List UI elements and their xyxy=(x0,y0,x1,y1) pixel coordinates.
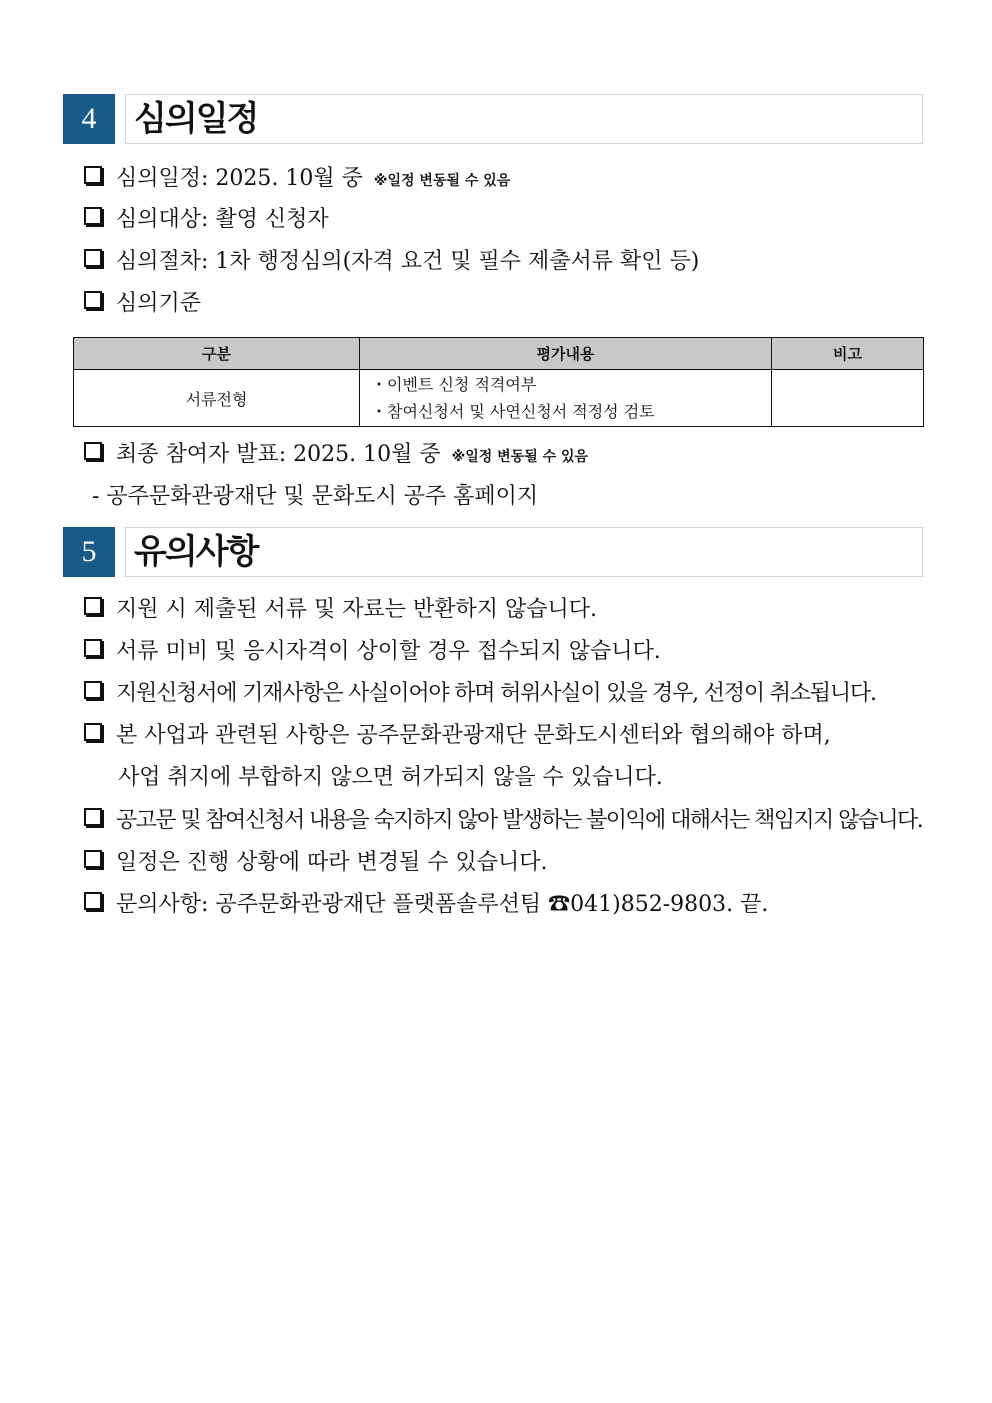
list-item-criteria xyxy=(84,289,201,319)
section-4-title: 심의일정 xyxy=(134,99,258,139)
list-item-text: 심의대상: 촬영 신청자 xyxy=(116,207,329,232)
section-4-header xyxy=(63,94,923,144)
notice-item xyxy=(84,595,597,625)
cell-contents xyxy=(360,370,772,427)
checkbox-icon xyxy=(84,723,102,741)
notice-text: 지원신청서에 기재사항은 사실이어야 하며 허위사실이 있을 경우, 선정이 취소됩니다. xyxy=(116,681,876,706)
notice-item xyxy=(84,848,548,878)
checkbox-icon xyxy=(84,207,102,225)
checkbox-icon xyxy=(84,681,102,699)
schedule-note: ※일정 변동될 수 있음 xyxy=(373,173,511,189)
notice-text: 일정은 진행 상황에 따라 변경될 수 있습니다. xyxy=(116,850,548,875)
content-line: ・참여신청서 및 사연신청서 적정성 검토 xyxy=(371,402,655,421)
section-4-title-box xyxy=(125,94,923,144)
checkbox-icon xyxy=(84,249,102,267)
content-line: ・이벤트 신청 적격여부 xyxy=(371,375,537,394)
announce-note: ※일정 변동될 수 있음 xyxy=(451,449,589,465)
notice-item-continuation: 사업 취지에 부합하지 않으면 허가되지 않을 수 있습니다. xyxy=(118,765,663,790)
checkbox-icon xyxy=(84,892,102,910)
list-item-target xyxy=(84,205,329,235)
notice-item xyxy=(84,721,831,751)
notice-item xyxy=(84,637,661,667)
table-header-row xyxy=(74,338,924,370)
list-item-text: 심의절차: 1차 행정심의(자격 요건 및 필수 제출서류 확인 등) xyxy=(116,249,700,274)
notice-text: 지원 시 제출된 서류 및 자료는 반환하지 않습니다. xyxy=(116,597,597,622)
list-item-text: 최종 참여자 발표: 2025. 10월 중 xyxy=(116,442,441,467)
checkbox-icon xyxy=(84,639,102,657)
section-5-title: 유의사항 xyxy=(134,532,258,572)
checkbox-icon xyxy=(84,166,102,184)
checkbox-icon xyxy=(84,850,102,868)
notice-item xyxy=(84,679,876,709)
table-row xyxy=(74,370,924,427)
cell-category: 서류전형 xyxy=(74,370,360,427)
notice-text: 본 사업과 관련된 사항은 공주문화관광재단 문화도시센터와 협의해야 하며, xyxy=(116,723,831,748)
section-4-number: 4 xyxy=(63,94,115,144)
checkbox-icon xyxy=(84,808,102,826)
list-item-schedule xyxy=(84,164,510,196)
notice-text: 공고문 및 참여신청서 내용을 숙지하지 않아 발생하는 불이익에 대해서는 책임지지 않습니다. xyxy=(116,808,923,833)
announce-sub-item: - 공주문화관광재단 및 문화도시 공주 홈페이지 xyxy=(92,484,539,509)
checkbox-icon xyxy=(84,291,102,309)
header-contents: 평가내용 xyxy=(360,338,772,370)
list-item-procedure xyxy=(84,247,699,277)
list-item-text: 심의기준 xyxy=(116,291,202,316)
section-5-number: 5 xyxy=(63,527,115,577)
checkbox-icon xyxy=(84,597,102,615)
list-item-text: 심의일정: 2025. 10월 중 xyxy=(116,166,363,191)
contact-text: 문의사항: 공주문화관광재단 플랫폼솔루션팀 ☎041)852-9803. 끝. xyxy=(116,892,769,917)
section-5-title-box xyxy=(125,527,923,577)
criteria-table xyxy=(73,337,924,427)
notice-item xyxy=(84,806,922,836)
notice-text: 서류 미비 및 응시자격이 상이할 경우 접수되지 않습니다. xyxy=(116,639,661,664)
header-remark: 비고 xyxy=(772,338,924,370)
checkbox-icon xyxy=(84,442,102,460)
section-5-header xyxy=(63,527,923,577)
header-category: 구분 xyxy=(74,338,360,370)
notice-item-contact xyxy=(84,890,768,920)
cell-remark xyxy=(772,370,924,427)
list-item-announce xyxy=(84,440,588,472)
